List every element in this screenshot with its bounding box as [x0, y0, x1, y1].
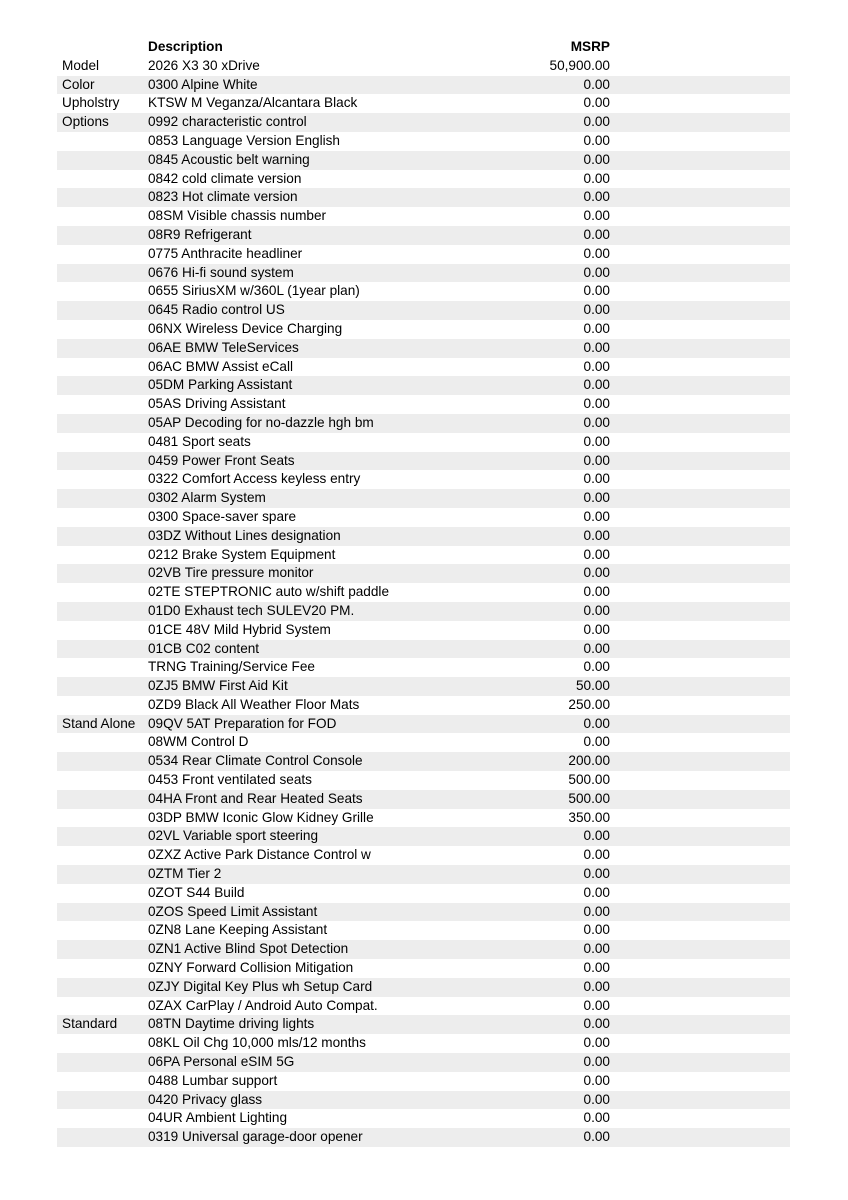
- row-category: [57, 376, 148, 395]
- header-description: Description: [148, 39, 223, 54]
- row-description: 0319 Universal garage-door opener: [148, 1129, 363, 1145]
- row-msrp: 0.00: [583, 132, 610, 148]
- row-spacer: [610, 320, 790, 339]
- row-spacer: [610, 433, 790, 452]
- table-row: [57, 245, 790, 264]
- table-row: [57, 1015, 790, 1034]
- row-msrp: 0.00: [583, 1072, 610, 1088]
- table-row: [57, 452, 790, 471]
- table-header-row: [57, 38, 790, 57]
- row-description: 04UR Ambient Lighting: [148, 1110, 288, 1126]
- row-msrp: 0.00: [583, 903, 610, 919]
- row-msrp: 250.00: [568, 696, 610, 712]
- table-row: [57, 226, 790, 245]
- row-spacer: [610, 188, 790, 207]
- table-row: [57, 470, 790, 489]
- row-category: Options: [62, 114, 109, 130]
- table-row: [57, 1072, 790, 1091]
- row-category: [57, 658, 148, 677]
- table-row: [57, 846, 790, 865]
- row-category: [57, 489, 148, 508]
- row-spacer: [610, 1072, 790, 1091]
- row-spacer: [610, 997, 790, 1016]
- row-category: Standard: [62, 1016, 118, 1032]
- row-spacer: [610, 452, 790, 471]
- table-row: [57, 602, 790, 621]
- row-category: [57, 470, 148, 489]
- table-row: [57, 1109, 790, 1128]
- row-description: 05AP Decoding for no-dazzle hgh bm: [148, 414, 374, 430]
- row-category: [57, 188, 148, 207]
- row-category: [57, 282, 148, 301]
- row-spacer: [610, 1109, 790, 1128]
- row-category: [57, 903, 148, 922]
- table-row: [57, 170, 790, 189]
- row-msrp: 0.00: [583, 471, 610, 487]
- row-category: [57, 132, 148, 151]
- row-spacer: [610, 264, 790, 283]
- row-spacer: [610, 790, 790, 809]
- row-description: 0ZN8 Lane Keeping Assistant: [148, 922, 328, 938]
- row-spacer: [610, 339, 790, 358]
- row-msrp: 0.00: [583, 1129, 610, 1145]
- row-category: [57, 1034, 148, 1053]
- row-description: TRNG Training/Service Fee: [148, 659, 315, 675]
- row-description: 0ZTM Tier 2: [148, 866, 222, 882]
- row-category: [57, 358, 148, 377]
- table-row: [57, 358, 790, 377]
- row-msrp: 350.00: [568, 809, 610, 825]
- row-description: 0ZJ5 BMW First Aid Kit: [148, 678, 288, 694]
- row-spacer: [610, 959, 790, 978]
- row-description: 0212 Brake System Equipment: [148, 546, 336, 562]
- row-description: 0992 characteristic control: [148, 114, 307, 130]
- row-description: 0ZD9 Black All Weather Floor Mats: [148, 696, 360, 712]
- row-description: 01CB C02 content: [148, 640, 260, 656]
- row-category: [57, 264, 148, 283]
- row-spacer: [610, 715, 790, 734]
- row-category: Upholstry: [62, 95, 120, 111]
- table-row: [57, 414, 790, 433]
- row-description: 0ZOT S44 Build: [148, 884, 245, 900]
- row-spacer: [610, 696, 790, 715]
- table-row: [57, 113, 790, 132]
- table-row: [57, 433, 790, 452]
- row-description: 0ZXZ Active Park Distance Control w: [148, 847, 371, 863]
- row-msrp: 0.00: [583, 884, 610, 900]
- row-description: 01D0 Exhaust tech SULEV20 PM.: [148, 602, 355, 618]
- row-msrp: 0.00: [583, 396, 610, 412]
- table-row: [57, 527, 790, 546]
- row-description: 03DP BMW Iconic Glow Kidney Grille: [148, 809, 374, 825]
- table-row: [57, 677, 790, 696]
- table-row: [57, 658, 790, 677]
- row-description: 02TE STEPTRONIC auto w/shift paddle: [148, 584, 390, 600]
- row-category: [57, 752, 148, 771]
- row-description: 01CE 48V Mild Hybrid System: [148, 621, 331, 637]
- row-spacer: [610, 489, 790, 508]
- row-msrp: 0.00: [583, 245, 610, 261]
- row-spacer: [610, 301, 790, 320]
- row-description: 0ZJY Digital Key Plus wh Setup Card: [148, 978, 373, 994]
- row-spacer: [610, 884, 790, 903]
- row-description: 2026 X3 30 xDrive: [148, 57, 260, 73]
- row-msrp: 0.00: [583, 1110, 610, 1126]
- row-category: [57, 621, 148, 640]
- table-row: [57, 376, 790, 395]
- row-msrp: 0.00: [583, 546, 610, 562]
- table-row: [57, 489, 790, 508]
- row-category: [57, 546, 148, 565]
- table-body: [57, 57, 790, 1147]
- row-description: KTSW M Veganza/Alcantara Black: [148, 95, 358, 111]
- row-msrp: 0.00: [583, 1091, 610, 1107]
- row-msrp: 0.00: [583, 715, 610, 731]
- row-category: [57, 1109, 148, 1128]
- row-spacer: [610, 151, 790, 170]
- row-msrp: 0.00: [583, 320, 610, 336]
- row-description: 06AC BMW Assist eCall: [148, 358, 294, 374]
- row-spacer: [610, 940, 790, 959]
- row-msrp: 500.00: [568, 790, 610, 806]
- row-msrp: 0.00: [583, 584, 610, 600]
- row-spacer: [610, 602, 790, 621]
- table-row: [57, 865, 790, 884]
- table-row: [57, 151, 790, 170]
- row-description: 0ZOS Speed Limit Assistant: [148, 903, 318, 919]
- table-row: [57, 583, 790, 602]
- row-description: 0655 SiriusXM w/360L (1year plan): [148, 283, 360, 299]
- row-spacer: [610, 207, 790, 226]
- row-description: 08WM Control D: [148, 734, 249, 750]
- row-description: 08SM Visible chassis number: [148, 208, 327, 224]
- row-msrp: 0.00: [583, 602, 610, 618]
- row-spacer: [610, 921, 790, 940]
- row-description: 02VL Variable sport steering: [148, 828, 319, 844]
- row-description: 0459 Power Front Seats: [148, 452, 295, 468]
- row-category: [57, 865, 148, 884]
- row-category: [57, 339, 148, 358]
- row-msrp: 0.00: [583, 847, 610, 863]
- row-description: 0676 Hi-fi sound system: [148, 264, 294, 280]
- row-category: [57, 170, 148, 189]
- row-spacer: [610, 76, 790, 95]
- row-msrp: 0.00: [583, 1016, 610, 1032]
- row-msrp: 0.00: [583, 565, 610, 581]
- row-description: 0845 Acoustic belt warning: [148, 151, 310, 167]
- row-spacer: [610, 1128, 790, 1147]
- row-spacer: [610, 564, 790, 583]
- row-msrp: 0.00: [583, 640, 610, 656]
- table-row: [57, 264, 790, 283]
- table-row: [57, 733, 790, 752]
- row-spacer: [610, 113, 790, 132]
- row-description: 05DM Parking Assistant: [148, 377, 293, 393]
- row-msrp: 0.00: [583, 377, 610, 393]
- row-spacer: [610, 640, 790, 659]
- row-category: [57, 1053, 148, 1072]
- row-category: [57, 1128, 148, 1147]
- row-category: [57, 846, 148, 865]
- row-description: 06NX Wireless Device Charging: [148, 320, 343, 336]
- row-msrp: 50,900.00: [549, 57, 610, 73]
- table-row: [57, 132, 790, 151]
- row-msrp: 0.00: [583, 734, 610, 750]
- table-row: [57, 621, 790, 640]
- row-category: [57, 884, 148, 903]
- row-description: 0842 cold climate version: [148, 170, 302, 186]
- row-category: [57, 677, 148, 696]
- row-description: 08R9 Refrigerant: [148, 226, 252, 242]
- row-description: 04HA Front and Rear Heated Seats: [148, 790, 363, 806]
- row-msrp: 50.00: [575, 678, 610, 694]
- row-msrp: 0.00: [583, 76, 610, 92]
- row-spacer: [610, 1053, 790, 1072]
- table-row: [57, 320, 790, 339]
- row-spacer: [610, 846, 790, 865]
- row-spacer: [610, 395, 790, 414]
- row-category: [57, 809, 148, 828]
- row-msrp: 0.00: [583, 659, 610, 675]
- row-msrp: 0.00: [583, 226, 610, 242]
- table-row: [57, 696, 790, 715]
- row-spacer: [610, 57, 790, 76]
- row-description: 0ZAX CarPlay / Android Auto Compat.: [148, 997, 378, 1013]
- header-spacer: [610, 38, 790, 57]
- table-row: [57, 508, 790, 527]
- row-spacer: [610, 1091, 790, 1110]
- table-row: [57, 1128, 790, 1147]
- table-row: [57, 959, 790, 978]
- row-spacer: [610, 226, 790, 245]
- row-msrp: 0.00: [583, 452, 610, 468]
- row-msrp: 0.00: [583, 1035, 610, 1051]
- row-category: [57, 1091, 148, 1110]
- row-category: [57, 733, 148, 752]
- row-category: [57, 583, 148, 602]
- row-category: [57, 1072, 148, 1091]
- row-spacer: [610, 658, 790, 677]
- row-description: 0302 Alarm System: [148, 490, 266, 506]
- row-msrp: 0.00: [583, 866, 610, 882]
- table-row: [57, 339, 790, 358]
- header-category: [57, 38, 148, 57]
- row-category: [57, 508, 148, 527]
- row-spacer: [610, 414, 790, 433]
- row-spacer: [610, 376, 790, 395]
- row-category: [57, 226, 148, 245]
- table-row: [57, 207, 790, 226]
- row-msrp: 0.00: [583, 508, 610, 524]
- row-description: 06PA Personal eSIM 5G: [148, 1054, 295, 1070]
- table-row: [57, 301, 790, 320]
- row-spacer: [610, 809, 790, 828]
- row-spacer: [610, 677, 790, 696]
- row-spacer: [610, 827, 790, 846]
- table-row: [57, 978, 790, 997]
- row-description: 06AE BMW TeleServices: [148, 339, 299, 355]
- row-msrp: 0.00: [583, 978, 610, 994]
- table-row: [57, 76, 790, 95]
- table-row: [57, 827, 790, 846]
- row-msrp: 0.00: [583, 189, 610, 205]
- row-description: 0823 Hot climate version: [148, 189, 298, 205]
- row-msrp: 0.00: [583, 1054, 610, 1070]
- row-description: 0534 Rear Climate Control Console: [148, 753, 363, 769]
- table-row: [57, 395, 790, 414]
- table-row: [57, 809, 790, 828]
- row-msrp: 0.00: [583, 433, 610, 449]
- row-msrp: 0.00: [583, 302, 610, 318]
- row-spacer: [610, 527, 790, 546]
- row-description: 02VB Tire pressure monitor: [148, 565, 314, 581]
- table-row: [57, 752, 790, 771]
- row-description: 0420 Privacy glass: [148, 1091, 263, 1107]
- table-row: [57, 997, 790, 1016]
- row-category: [57, 921, 148, 940]
- row-msrp: 0.00: [583, 283, 610, 299]
- row-description: 08TN Daytime driving lights: [148, 1016, 315, 1032]
- row-category: [57, 433, 148, 452]
- table-row: [57, 903, 790, 922]
- row-spacer: [610, 583, 790, 602]
- row-msrp: 0.00: [583, 621, 610, 637]
- row-spacer: [610, 903, 790, 922]
- row-category: [57, 151, 148, 170]
- row-spacer: [610, 470, 790, 489]
- row-category: [57, 959, 148, 978]
- row-description: 0322 Comfort Access keyless entry: [148, 471, 361, 487]
- row-msrp: 0.00: [583, 170, 610, 186]
- row-msrp: 0.00: [583, 414, 610, 430]
- row-category: [57, 414, 148, 433]
- row-category: [57, 301, 148, 320]
- row-category: [57, 602, 148, 621]
- row-category: [57, 245, 148, 264]
- row-description: 0300 Alpine White: [148, 76, 258, 92]
- row-msrp: 500.00: [568, 772, 610, 788]
- row-description: 0ZN1 Active Blind Spot Detection: [148, 941, 349, 957]
- row-spacer: [610, 978, 790, 997]
- row-category: Model: [62, 57, 100, 73]
- table-row: [57, 640, 790, 659]
- table-row: [57, 564, 790, 583]
- row-spacer: [610, 752, 790, 771]
- row-msrp: 0.00: [583, 339, 610, 355]
- row-msrp: 0.00: [583, 828, 610, 844]
- row-category: [57, 320, 148, 339]
- row-category: [57, 790, 148, 809]
- row-spacer: [610, 546, 790, 565]
- row-spacer: [610, 1034, 790, 1053]
- row-category: [57, 696, 148, 715]
- row-category: [57, 527, 148, 546]
- table-row: [57, 884, 790, 903]
- row-spacer: [610, 1015, 790, 1034]
- row-msrp: 0.00: [583, 960, 610, 976]
- row-msrp: 0.00: [583, 922, 610, 938]
- table-row: [57, 57, 790, 76]
- row-description: 0488 Lumbar support: [148, 1072, 278, 1088]
- row-category: [57, 564, 148, 583]
- vehicle-pricing-table: [57, 38, 790, 1147]
- row-msrp: 0.00: [583, 941, 610, 957]
- row-spacer: [610, 771, 790, 790]
- row-msrp: 200.00: [568, 753, 610, 769]
- row-spacer: [610, 245, 790, 264]
- row-spacer: [610, 132, 790, 151]
- row-spacer: [610, 621, 790, 640]
- row-category: [57, 827, 148, 846]
- row-description: 0300 Space-saver spare: [148, 508, 297, 524]
- row-category: [57, 452, 148, 471]
- row-msrp: 0.00: [583, 358, 610, 374]
- row-description: 08KL Oil Chg 10,000 mls/12 months: [148, 1035, 366, 1051]
- row-msrp: 0.00: [583, 114, 610, 130]
- row-description: 0453 Front ventilated seats: [148, 772, 312, 788]
- header-msrp: MSRP: [570, 39, 610, 54]
- table-row: [57, 1053, 790, 1072]
- row-spacer: [610, 282, 790, 301]
- row-msrp: 0.00: [583, 490, 610, 506]
- row-description: 0ZNY Forward Collision Mitigation: [148, 960, 354, 976]
- table-row: [57, 1091, 790, 1110]
- row-category: [57, 940, 148, 959]
- table-row: [57, 790, 790, 809]
- row-spacer: [610, 733, 790, 752]
- row-description: 0645 Radio control US: [148, 302, 285, 318]
- row-description: 0775 Anthracite headliner: [148, 245, 303, 261]
- row-msrp: 0.00: [583, 527, 610, 543]
- row-msrp: 0.00: [583, 95, 610, 111]
- table-row: [57, 282, 790, 301]
- row-msrp: 0.00: [583, 264, 610, 280]
- row-category: [57, 997, 148, 1016]
- table-row: [57, 94, 790, 113]
- table-row: [57, 1034, 790, 1053]
- table-row: [57, 188, 790, 207]
- row-category: Color: [62, 76, 95, 92]
- row-category: Stand Alone: [62, 715, 136, 731]
- row-msrp: 0.00: [583, 151, 610, 167]
- row-category: [57, 207, 148, 226]
- table-row: [57, 546, 790, 565]
- row-msrp: 0.00: [583, 997, 610, 1013]
- row-description: 09QV 5AT Preparation for FOD: [148, 715, 337, 731]
- row-category: [57, 978, 148, 997]
- table-row: [57, 921, 790, 940]
- table-row: [57, 771, 790, 790]
- row-category: [57, 395, 148, 414]
- row-spacer: [610, 865, 790, 884]
- row-description: 0481 Sport seats: [148, 433, 251, 449]
- row-description: 03DZ Without Lines designation: [148, 527, 341, 543]
- table-row: [57, 940, 790, 959]
- row-category: [57, 771, 148, 790]
- row-description: 0853 Language Version English: [148, 132, 340, 148]
- row-spacer: [610, 170, 790, 189]
- row-msrp: 0.00: [583, 208, 610, 224]
- row-description: 05AS Driving Assistant: [148, 396, 286, 412]
- row-spacer: [610, 94, 790, 113]
- table-row: [57, 715, 790, 734]
- row-spacer: [610, 508, 790, 527]
- row-spacer: [610, 358, 790, 377]
- row-category: [57, 640, 148, 659]
